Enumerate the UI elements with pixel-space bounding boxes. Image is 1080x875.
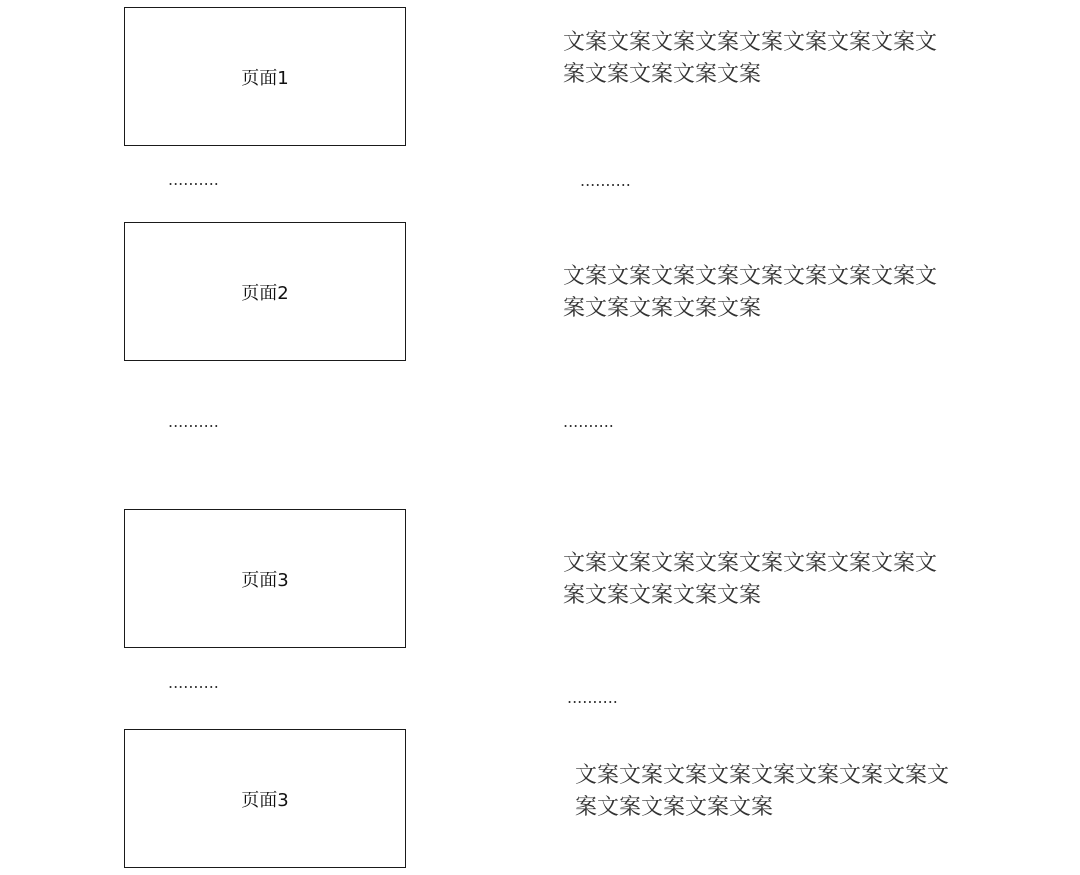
- page-label-2: 页面2: [241, 282, 289, 304]
- page-box-4: [124, 729, 406, 868]
- page-label-4: 页面3: [241, 789, 289, 811]
- page-box-1: [124, 7, 406, 146]
- right-ellipsis-1: ..........: [580, 171, 631, 190]
- right-ellipsis-3: ..........: [567, 688, 618, 707]
- right-ellipsis-2: ..........: [563, 412, 614, 431]
- copy-text-2: 文案文案文案文案文案文案文案文案文案文案文案文案文案: [563, 264, 938, 321]
- page-label-3: 页面3: [241, 569, 289, 591]
- page-box-3: [124, 509, 406, 648]
- copy-text-3: 文案文案文案文案文案文案文案文案文案文案文案文案文案: [563, 551, 938, 608]
- left-ellipsis-1: ..........: [168, 170, 219, 189]
- left-ellipsis-3: ..........: [168, 673, 219, 692]
- page-label-1: 页面1: [241, 67, 289, 89]
- page-box-2: [124, 222, 406, 361]
- left-ellipsis-2: ..........: [168, 412, 219, 431]
- copy-text-4: 文案文案文案文案文案文案文案文案文案文案文案文案文案: [575, 763, 950, 820]
- copy-text-1: 文案文案文案文案文案文案文案文案文案文案文案文案文案: [563, 30, 938, 87]
